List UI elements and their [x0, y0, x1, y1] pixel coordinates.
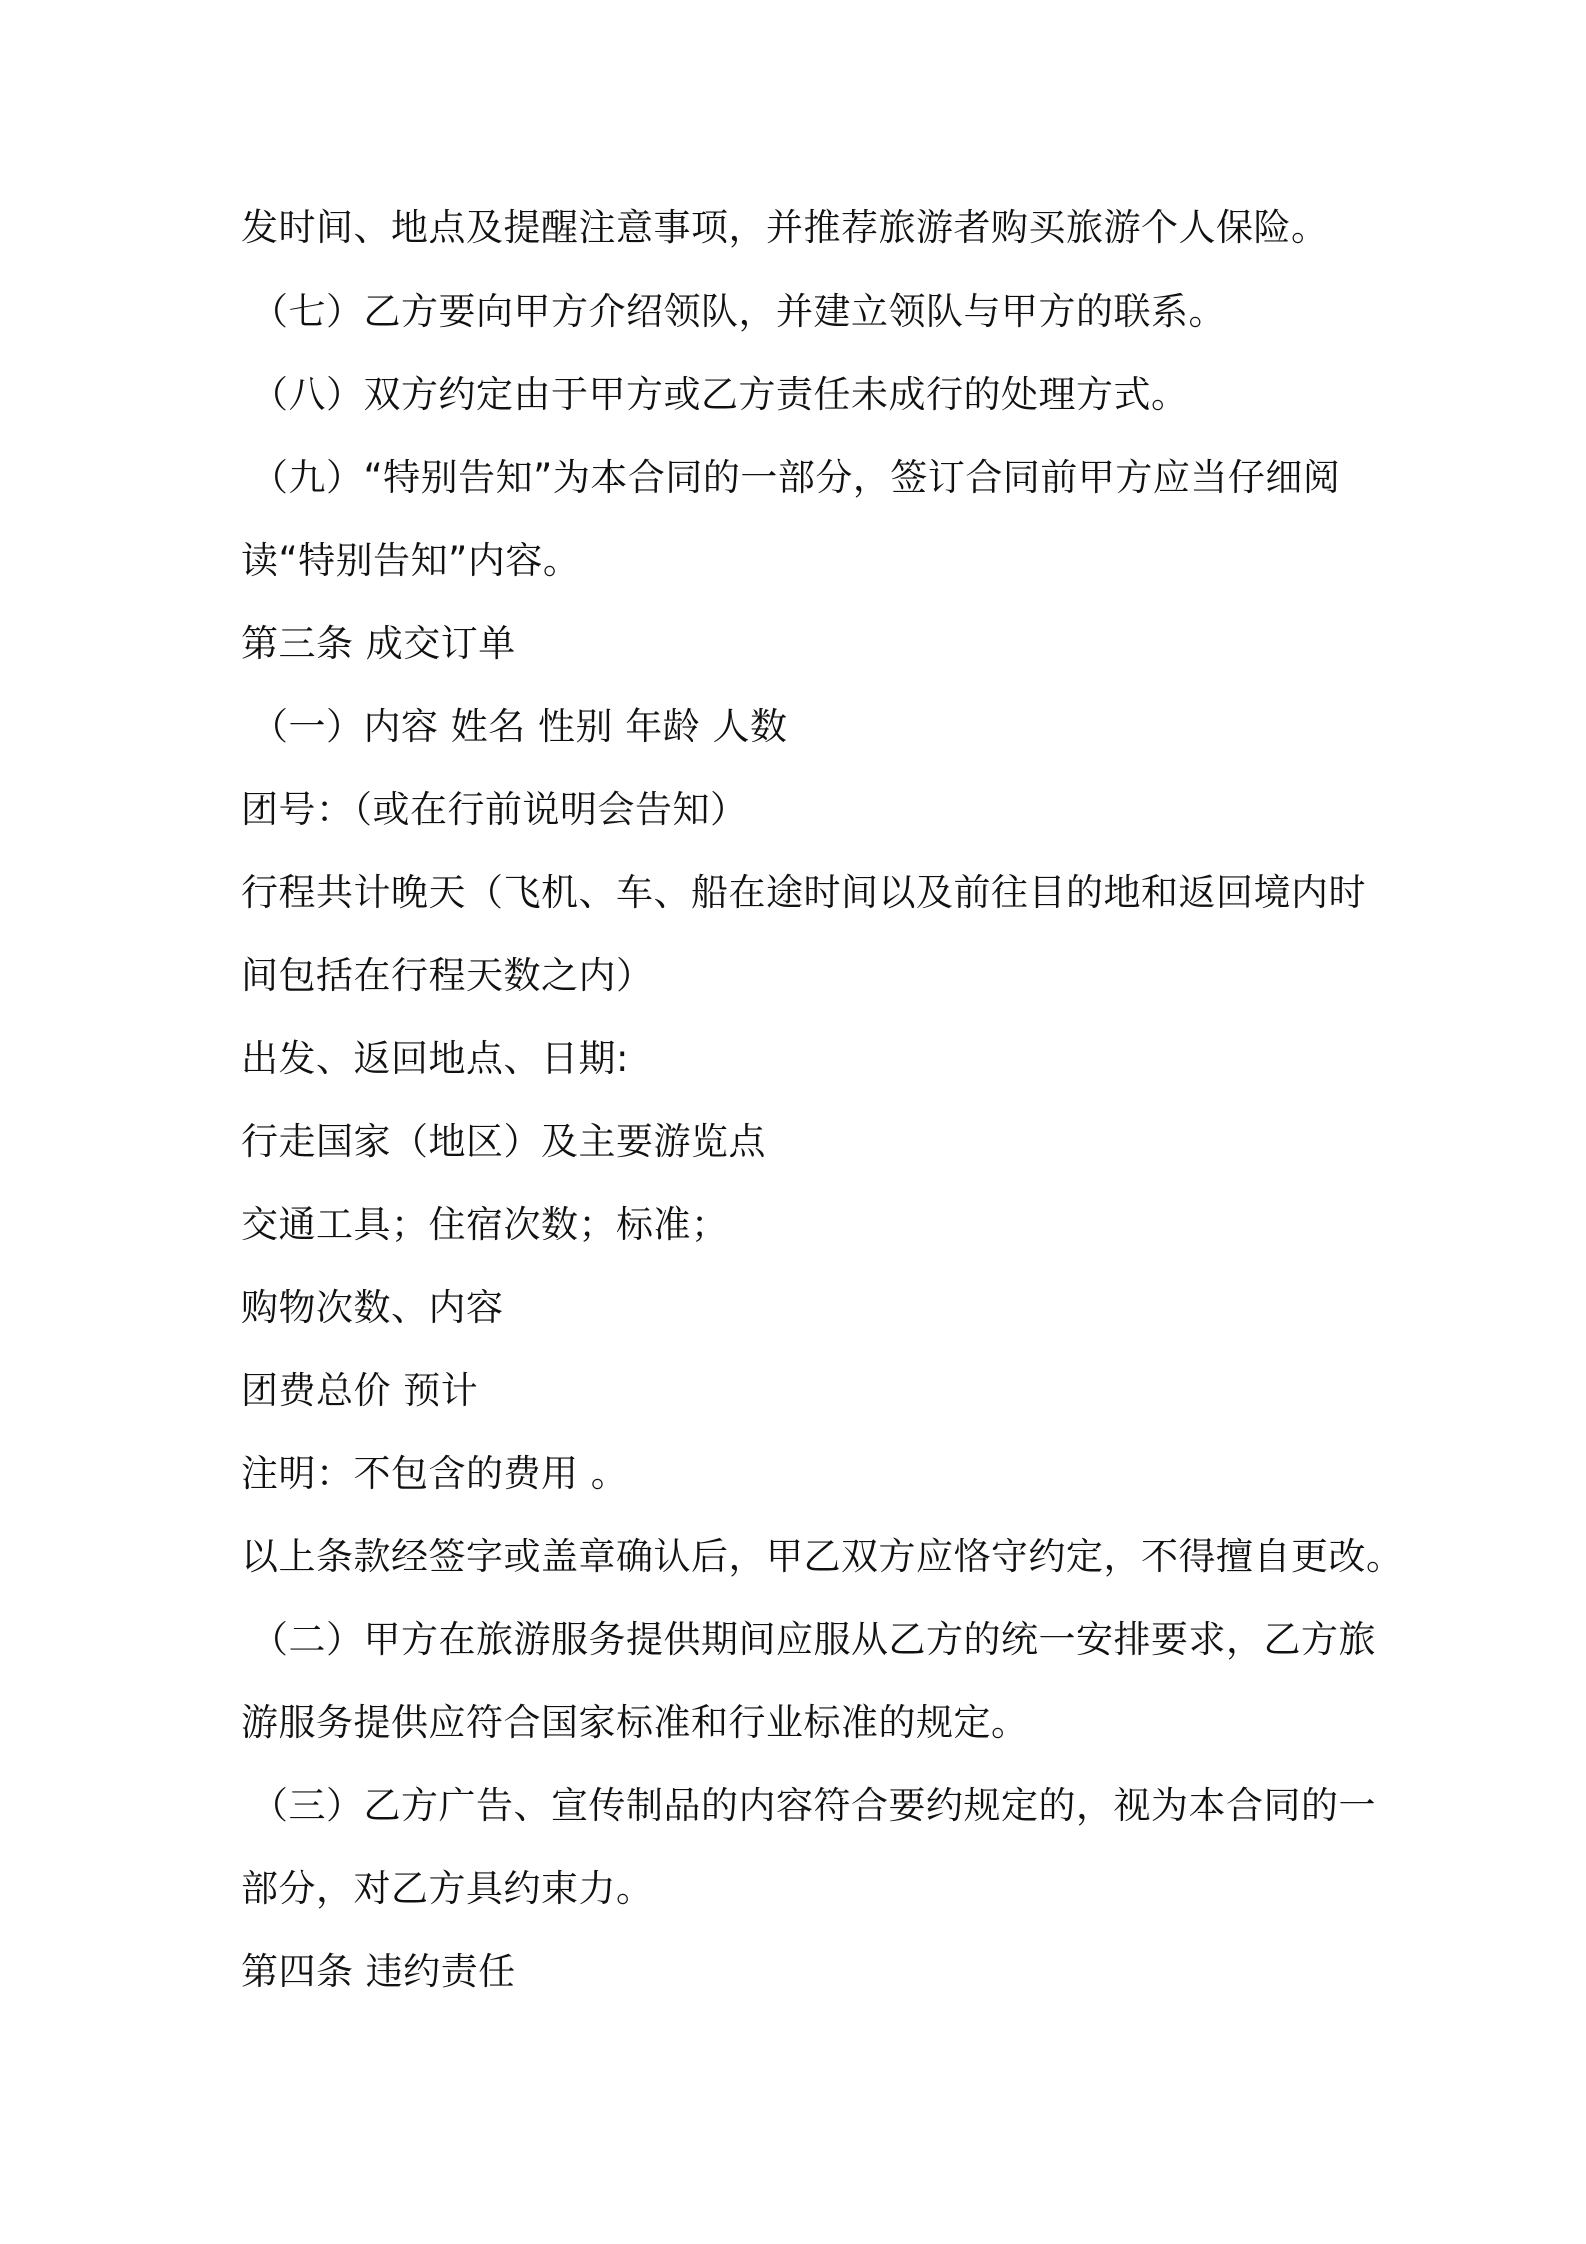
text-line: 部分，对乙方具约束力。	[241, 1867, 654, 1910]
section-heading: 第三条 成交订单	[241, 622, 516, 665]
text-line: 行走国家（地区）及主要游览点	[241, 1120, 766, 1163]
text-line: 以上条款经签字或盖章确认后，甲乙双方应恪守约定，不得擅自更改。	[241, 1535, 1404, 1578]
text-line: 购物次数、内容	[241, 1286, 504, 1329]
text-line: 读“特别告知”内容。	[241, 539, 581, 582]
text-line: 发时间、地点及提醒注意事项，并推荐旅游者购买旅游个人保险。	[241, 206, 1329, 249]
text-line: （三）乙方广告、宣传制品的内容符合要约规定的，视为本合同的一	[251, 1784, 1376, 1827]
text-line: 出发、返回地点、日期:	[241, 1037, 629, 1080]
text-line: 团费总价 预计	[241, 1369, 479, 1412]
text-line: （八）双方约定由于甲方或乙方责任未成行的处理方式。	[251, 373, 1189, 416]
text-line: （七）乙方要向甲方介绍领队，并建立领队与甲方的联系。	[251, 290, 1226, 333]
text-line: 团号：（或在行前说明会告知）	[241, 788, 748, 831]
text-line: 行程共计晚天（飞机、车、船在途时间以及前往目的地和返回境内时	[241, 871, 1366, 914]
text-line: 游服务提供应符合国家标准和行业标准的规定。	[241, 1701, 1029, 1744]
text-line: 交通工具；住宿次数；标准；	[241, 1203, 729, 1246]
text-line: 注明：不包含的费用 。	[241, 1452, 629, 1495]
text-line: 间包括在行程天数之内）	[241, 954, 654, 997]
text-line: （二）甲方在旅游服务提供期间应服从乙方的统一安排要求，乙方旅	[251, 1618, 1376, 1661]
text-line: （九）“特别告知”为本合同的一部分，签订合同前甲方应当仔细阅	[251, 456, 1341, 499]
section-heading: 第四条 违约责任	[241, 1950, 516, 1993]
text-line: （一）内容 姓名 性别 年龄 人数	[251, 705, 788, 748]
